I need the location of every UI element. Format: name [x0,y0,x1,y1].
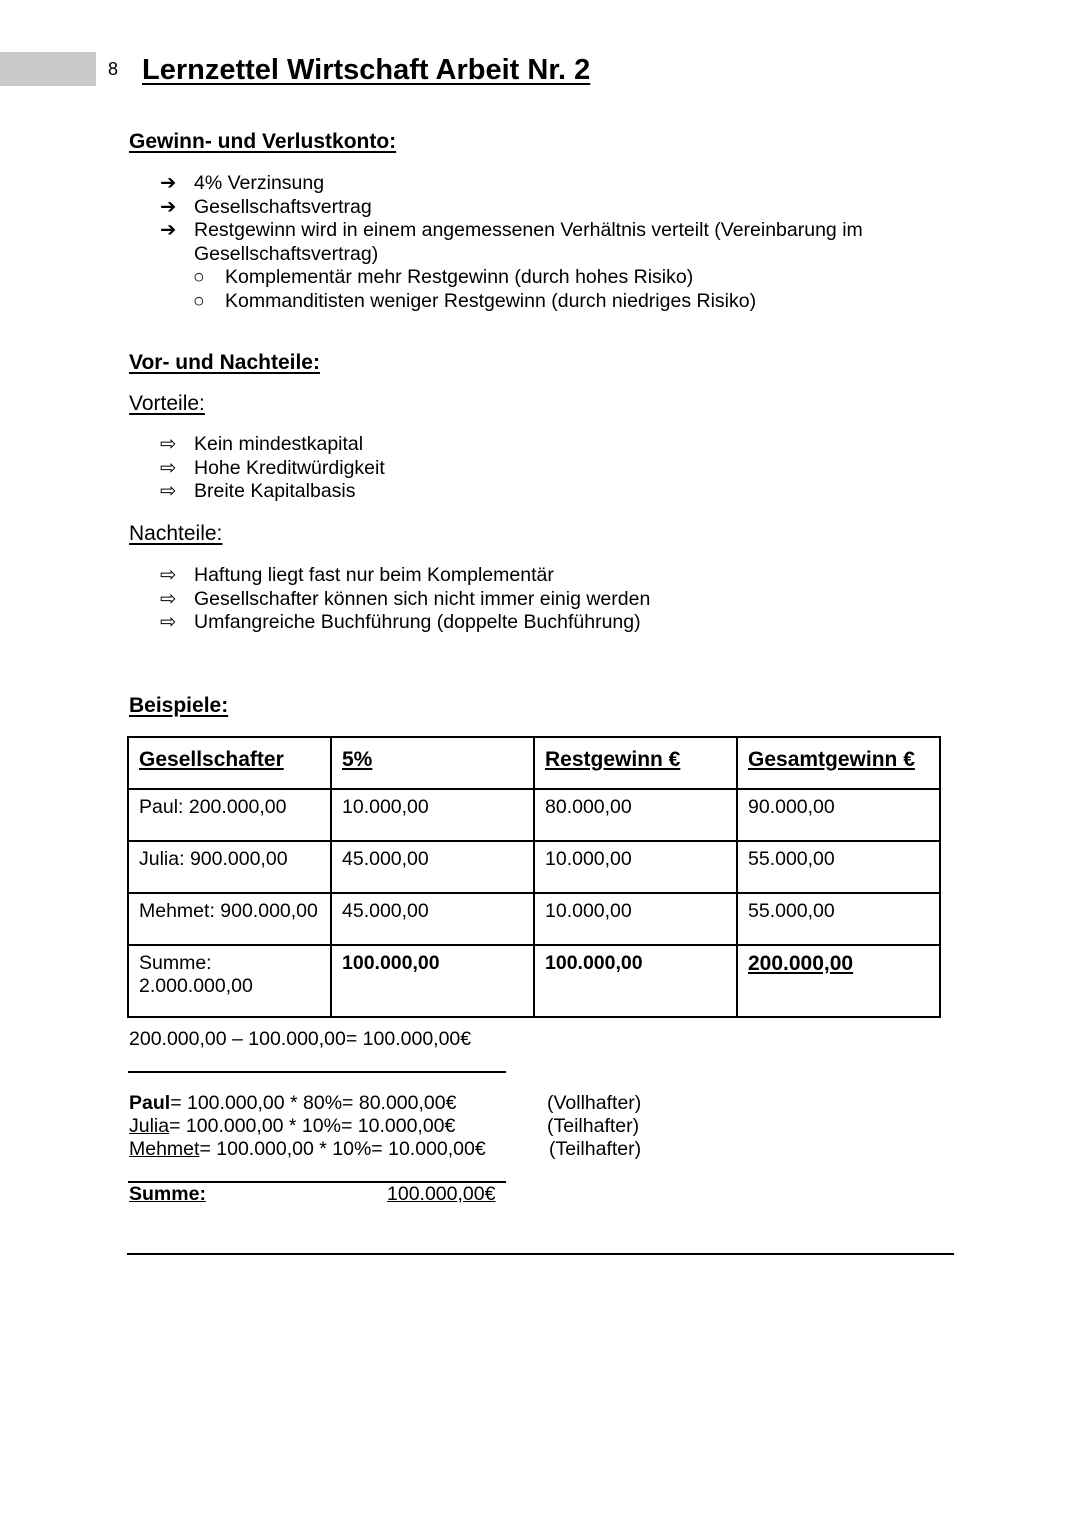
split-note: (Teilhafter) [547,1115,640,1137]
list-item: ⇨ Haftung liegt fast nur beim Komplementär [160,564,554,586]
nachteile-label: Nachteile: [129,522,223,545]
table-sum-row [128,945,940,1017]
split-calc: = 100.000,00 * 10%= 10.000,00€ [169,1115,456,1137]
table-cell: 45.000,00 [331,893,534,945]
table-row [128,841,940,893]
split-name: Mehmet [129,1138,200,1160]
vorteile-list [160,433,385,504]
split-name: Julia [129,1115,170,1137]
table-cell: 90.000,00 [737,789,940,841]
outline-arrow-icon: ⇨ [160,456,177,479]
list-item: ⇨ Hohe Kreditwürdigkeit [160,456,385,479]
table-cell [128,945,331,1017]
table-header: Restgewinn € [534,737,737,789]
split-line [129,1115,455,1138]
table-cell: Mehmet: 900.000,00 [128,893,331,945]
arrow-right-icon: ➔ [160,219,177,241]
outline-arrow-icon: ⇨ [160,611,177,633]
split-note: (Vollhafter) [547,1092,642,1114]
table-header: Gesellschafter [128,737,331,789]
split-line [129,1138,486,1161]
split-line [129,1092,456,1115]
section-heading-gv: Gewinn- und Verlustkonto: [129,130,397,153]
split-calc: = 100.000,00 * 10%= 10.000,00€ [199,1138,486,1160]
profit-table [127,736,941,1018]
gv-sublist [160,266,920,313]
table-cell: 10.000,00 [534,893,737,945]
circle-bullet-icon: ○ [193,289,205,312]
circle-bullet-icon: ○ [193,266,205,288]
vorteile-label: Vorteile: [129,392,205,415]
split-sum-label: Summe: [129,1183,206,1205]
table-cell: 100.000,00 [534,945,737,1017]
outline-arrow-icon: ⇨ [160,480,177,502]
split-name: Paul [129,1092,171,1114]
sublist-item: ○ Komplementär mehr Restgewinn (durch hohes Risiko) [193,266,694,288]
list-item: ➔ Restgewinn wird in einem angemessenen Verhältnis verteilt (Vereinbarung im Gesellschaftsvertrag) ○ Komplementär mehr Restgewinn (durch hohes Risiko) ○ Kommanditisten weniger Restgewinn (durch niedriges Risiko) [160,219,920,313]
table-cell: 45.000,00 [331,841,534,893]
outline-arrow-icon: ⇨ [160,564,177,586]
list-item: ⇨ Umfangreiche Buchführung (doppelte Buchführung) [160,611,641,633]
arrow-right-icon: ➔ [160,195,177,218]
table-cell: Paul: 200.000,00 [128,789,331,841]
bottom-rule [127,1253,954,1255]
table-cell: 55.000,00 [737,893,940,945]
outline-arrow-icon: ⇨ [160,433,177,455]
outline-arrow-icon: ⇨ [160,587,177,610]
sum-capital: 2.000.000,00 [139,975,253,997]
table-cell: 200.000,00 [737,945,940,1017]
page-number: 8 [96,52,130,86]
list-item: ➔ Gesellschaftsvertrag [160,195,372,218]
calc-line: 200.000,00 – 100.000,00= 100.000,00€ [129,1028,472,1050]
gv-list [160,172,920,313]
sum-label: Summe: [139,952,212,974]
table-cell: 80.000,00 [534,789,737,841]
split-calc: = 100.000,00 * 80%= 80.000,00€ [170,1092,457,1114]
table-header: 5% [331,737,534,789]
table-row [128,789,940,841]
arrow-right-icon: ➔ [160,172,177,194]
table-cell: 55.000,00 [737,841,940,893]
document-title: Lernzettel Wirtschaft Arbeit Nr. 2 [142,54,591,86]
split-sum-value: 100.000,00€ [387,1183,496,1205]
list-item: ⇨ Breite Kapitalbasis [160,480,356,502]
table-cell: 10.000,00 [331,789,534,841]
table-cell: 10.000,00 [534,841,737,893]
table-header: Gesamtgewinn € [737,737,940,789]
sublist-item: ○ Kommanditisten weniger Restgewinn (durch niedriges Risiko) [193,289,757,312]
divider [128,1071,506,1073]
split-note: (Teilhafter) [549,1138,642,1160]
list-item: ⇨ Gesellschafter können sich nicht immer einig werden [160,587,651,610]
table-cell: 100.000,00 [331,945,534,1017]
nachteile-list [160,564,650,635]
list-item: ⇨ Kein mindestkapital [160,433,364,455]
table-row [128,893,940,945]
list-item: ➔ 4% Verzinsung [160,172,325,194]
section-heading-vn: Vor- und Nachteile: [129,351,320,374]
section-heading-beispiele: Beispiele: [129,694,229,717]
table-cell: Julia: 900.000,00 [128,841,331,893]
table-header-row [128,737,940,789]
